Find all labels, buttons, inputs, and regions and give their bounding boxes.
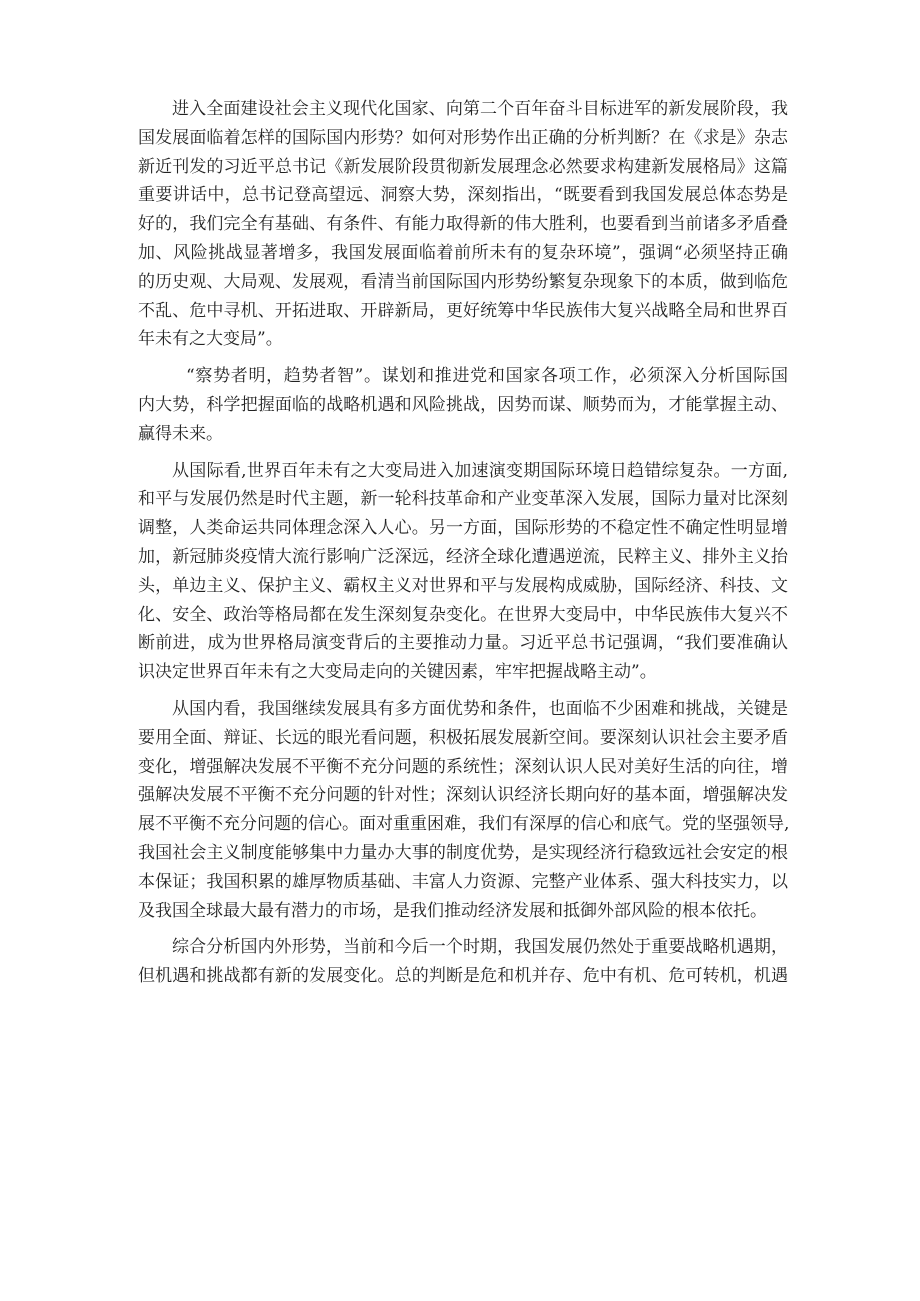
text-line: 化、安全、政治等格局都在发生深刻复杂变化。在世界大变局中，中华民族伟大复兴不 — [138, 604, 788, 625]
text-line: 要用全面、辩证、长远的眼光看问题，积极拓展发展新空间。要深刻认识社会主要矛盾 — [138, 727, 788, 748]
text-line: 我国社会主义制度能够集中力量办大事的制度优势，是实现经济行稳致远社会安定的根 — [138, 842, 788, 863]
paragraph-2 — [138, 362, 788, 448]
paragraph-4 — [138, 695, 788, 925]
text-line: “察势者明，趋势者智”。谋划和推进党和国家各项工作，必须深入分析国际国 — [186, 366, 788, 387]
text-line: 的历史观、大局观、发展观，看清当前国际国内形势纷繁复杂现象下的本质，做到临危 — [138, 271, 788, 292]
text-line: 综合分析国内外形势，当前和今后一个时期，我国发展仍然处于重要战略机遇期， — [172, 937, 788, 958]
paragraph-5 — [138, 933, 788, 991]
text-line: 进入全面建设社会主义现代化国家、向第二个百年奋斗目标进军的新发展阶段，我 — [172, 99, 788, 119]
text-line: 强解决发展不平衡不充分问题的针对性；深刻认识经济长期向好的基本面，增强解决发 — [138, 785, 788, 806]
text-line: 赢得未来。 — [138, 423, 223, 444]
text-line: 加、风险挑战显著增多，我国发展面临着前所未有的复杂环境”，强调“必须坚持正确 — [138, 242, 788, 263]
text-line: 识决定世界百年未有之大变局走向的关键因素，牢牢把握战略主动”。 — [138, 662, 657, 683]
text-line: 展不平衡不充分问题的信心。面对重重困难，我们有深厚的信心和底气。党的坚强领导, — [138, 814, 790, 835]
text-line: 加，新冠肺炎疫情大流行影响广泛深远，经济全球化遭遇逆流，民粹主义、排外主义抬 — [138, 546, 788, 567]
text-line: 从国际看,世界百年未有之大变局进入加速演变期国际环境日趋错综复杂。一方面, — [172, 460, 788, 481]
text-line: 年未有之大变局”。 — [138, 329, 283, 350]
text-line: 但机遇和挑战都有新的发展变化。总的判断是危和机并存、危中有机、危可转机，机遇 — [138, 966, 788, 987]
document-page — [138, 95, 788, 999]
text-line: 头，单边主义、保护主义、霸权主义对世界和平与发展构成威胁，国际经济、科技、文 — [138, 575, 788, 596]
text-line: 重要讲话中，总书记登高望远、洞察大势，深刻指出，“既要看到我国发展总体态势是 — [138, 185, 788, 206]
text-line: 不乱、危中寻机、开拓进取、开辟新局，更好统筹中华民族伟大复兴战略全局和世界百 — [138, 300, 788, 321]
text-line: 国发展面临着怎样的国际国内形势？如何对形势作出正确的分析判断？在《求是》杂志 — [138, 127, 788, 148]
text-line: 内大势，科学把握面临的战略机遇和风险挑战，因势而谋、顺势而为，才能掌握主动、 — [138, 394, 788, 415]
text-line: 从国内看，我国继续发展具有多方面优势和条件，也面临不少困难和挑战，关键是 — [172, 698, 788, 719]
text-line: 好的，我们完全有基础、有条件、有能力取得新的伟大胜利，也要看到当前诸多矛盾叠 — [138, 214, 788, 235]
text-line: 断前进，成为世界格局演变背后的主要推动力量。习近平总书记强调，“我们要准确认 — [138, 633, 788, 654]
text-line: 本保证；我国积累的雄厚物质基础、丰富人力资源、完整产业体系、强大科技实力，以 — [138, 871, 788, 892]
text-line: 变化，增强解决发展不平衡不充分问题的系统性；深刻认识人民对美好生活的向往，增 — [138, 756, 788, 777]
text-line: 调整，人类命运共同体理念深入人心。另一方面，国际形势的不稳定性不确定性明显增 — [138, 518, 788, 539]
text-line: 及我国全球最大最有潜力的市场，是我们推动经济发展和抵御外部风险的根本依托。 — [138, 900, 767, 921]
text-line: 和平与发展仍然是时代主题，新一轮科技革命和产业变革深入发展，国际力量对比深刻 — [138, 489, 788, 510]
paragraph-3 — [138, 457, 788, 687]
text-line: 新近刊发的习近平总书记《新发展阶段贯彻新发展理念必然要求构建新发展格局》这篇 — [138, 156, 788, 177]
paragraph-1 — [138, 95, 788, 354]
